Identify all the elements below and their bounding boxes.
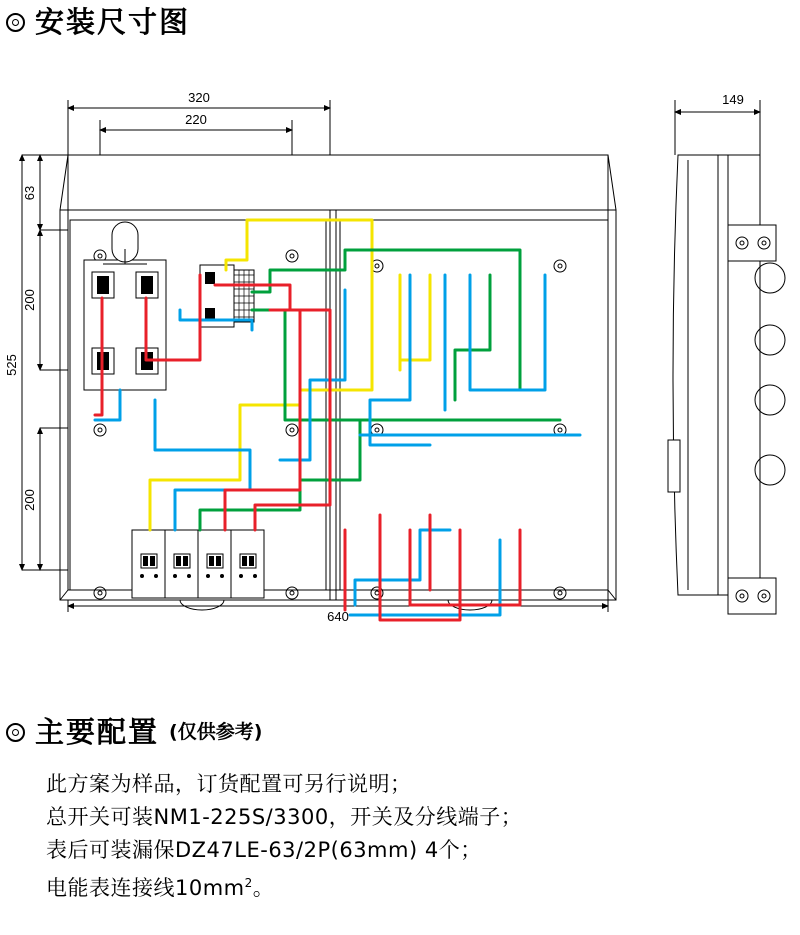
config-line-4-text: 电能表连接线10mm (46, 876, 245, 900)
config-line-4 (46, 867, 522, 905)
circle-bullet-icon (6, 13, 25, 32)
drawing-svg (0, 60, 800, 700)
dim-220: 220 (185, 112, 207, 127)
dim-63: 63 (22, 185, 37, 201)
installation-dimension-drawing (0, 60, 800, 700)
dim-200-lower: 200 (22, 489, 37, 511)
dim-640: 640 (327, 609, 349, 624)
dim-320: 320 (188, 90, 210, 105)
dim-200-upper: 200 (22, 289, 37, 311)
config-line-4-tail: 。 (252, 876, 275, 900)
dim-149: 149 (722, 92, 744, 107)
configuration-body (46, 768, 522, 905)
configuration-section-heading (6, 715, 263, 749)
config-line-4-sup: 2 (244, 876, 253, 890)
circle-bullet-icon (6, 723, 25, 742)
configuration-subtitle: (仅供参考) (169, 721, 263, 743)
config-line-1: 此方案为样品，订货配置可另行说明； (46, 772, 412, 796)
configuration-title: 主要配置 (35, 715, 160, 749)
config-line-3: 表后可装漏保DZ47LE-63/2P(63mm) 4个； (46, 838, 482, 862)
installation-section-heading (6, 5, 191, 39)
config-line-2: 总开关可装NM1-225S/3300，开关及分线端子； (46, 805, 523, 829)
dim-525: 525 (4, 354, 19, 376)
installation-title: 安装尺寸图 (35, 5, 191, 39)
